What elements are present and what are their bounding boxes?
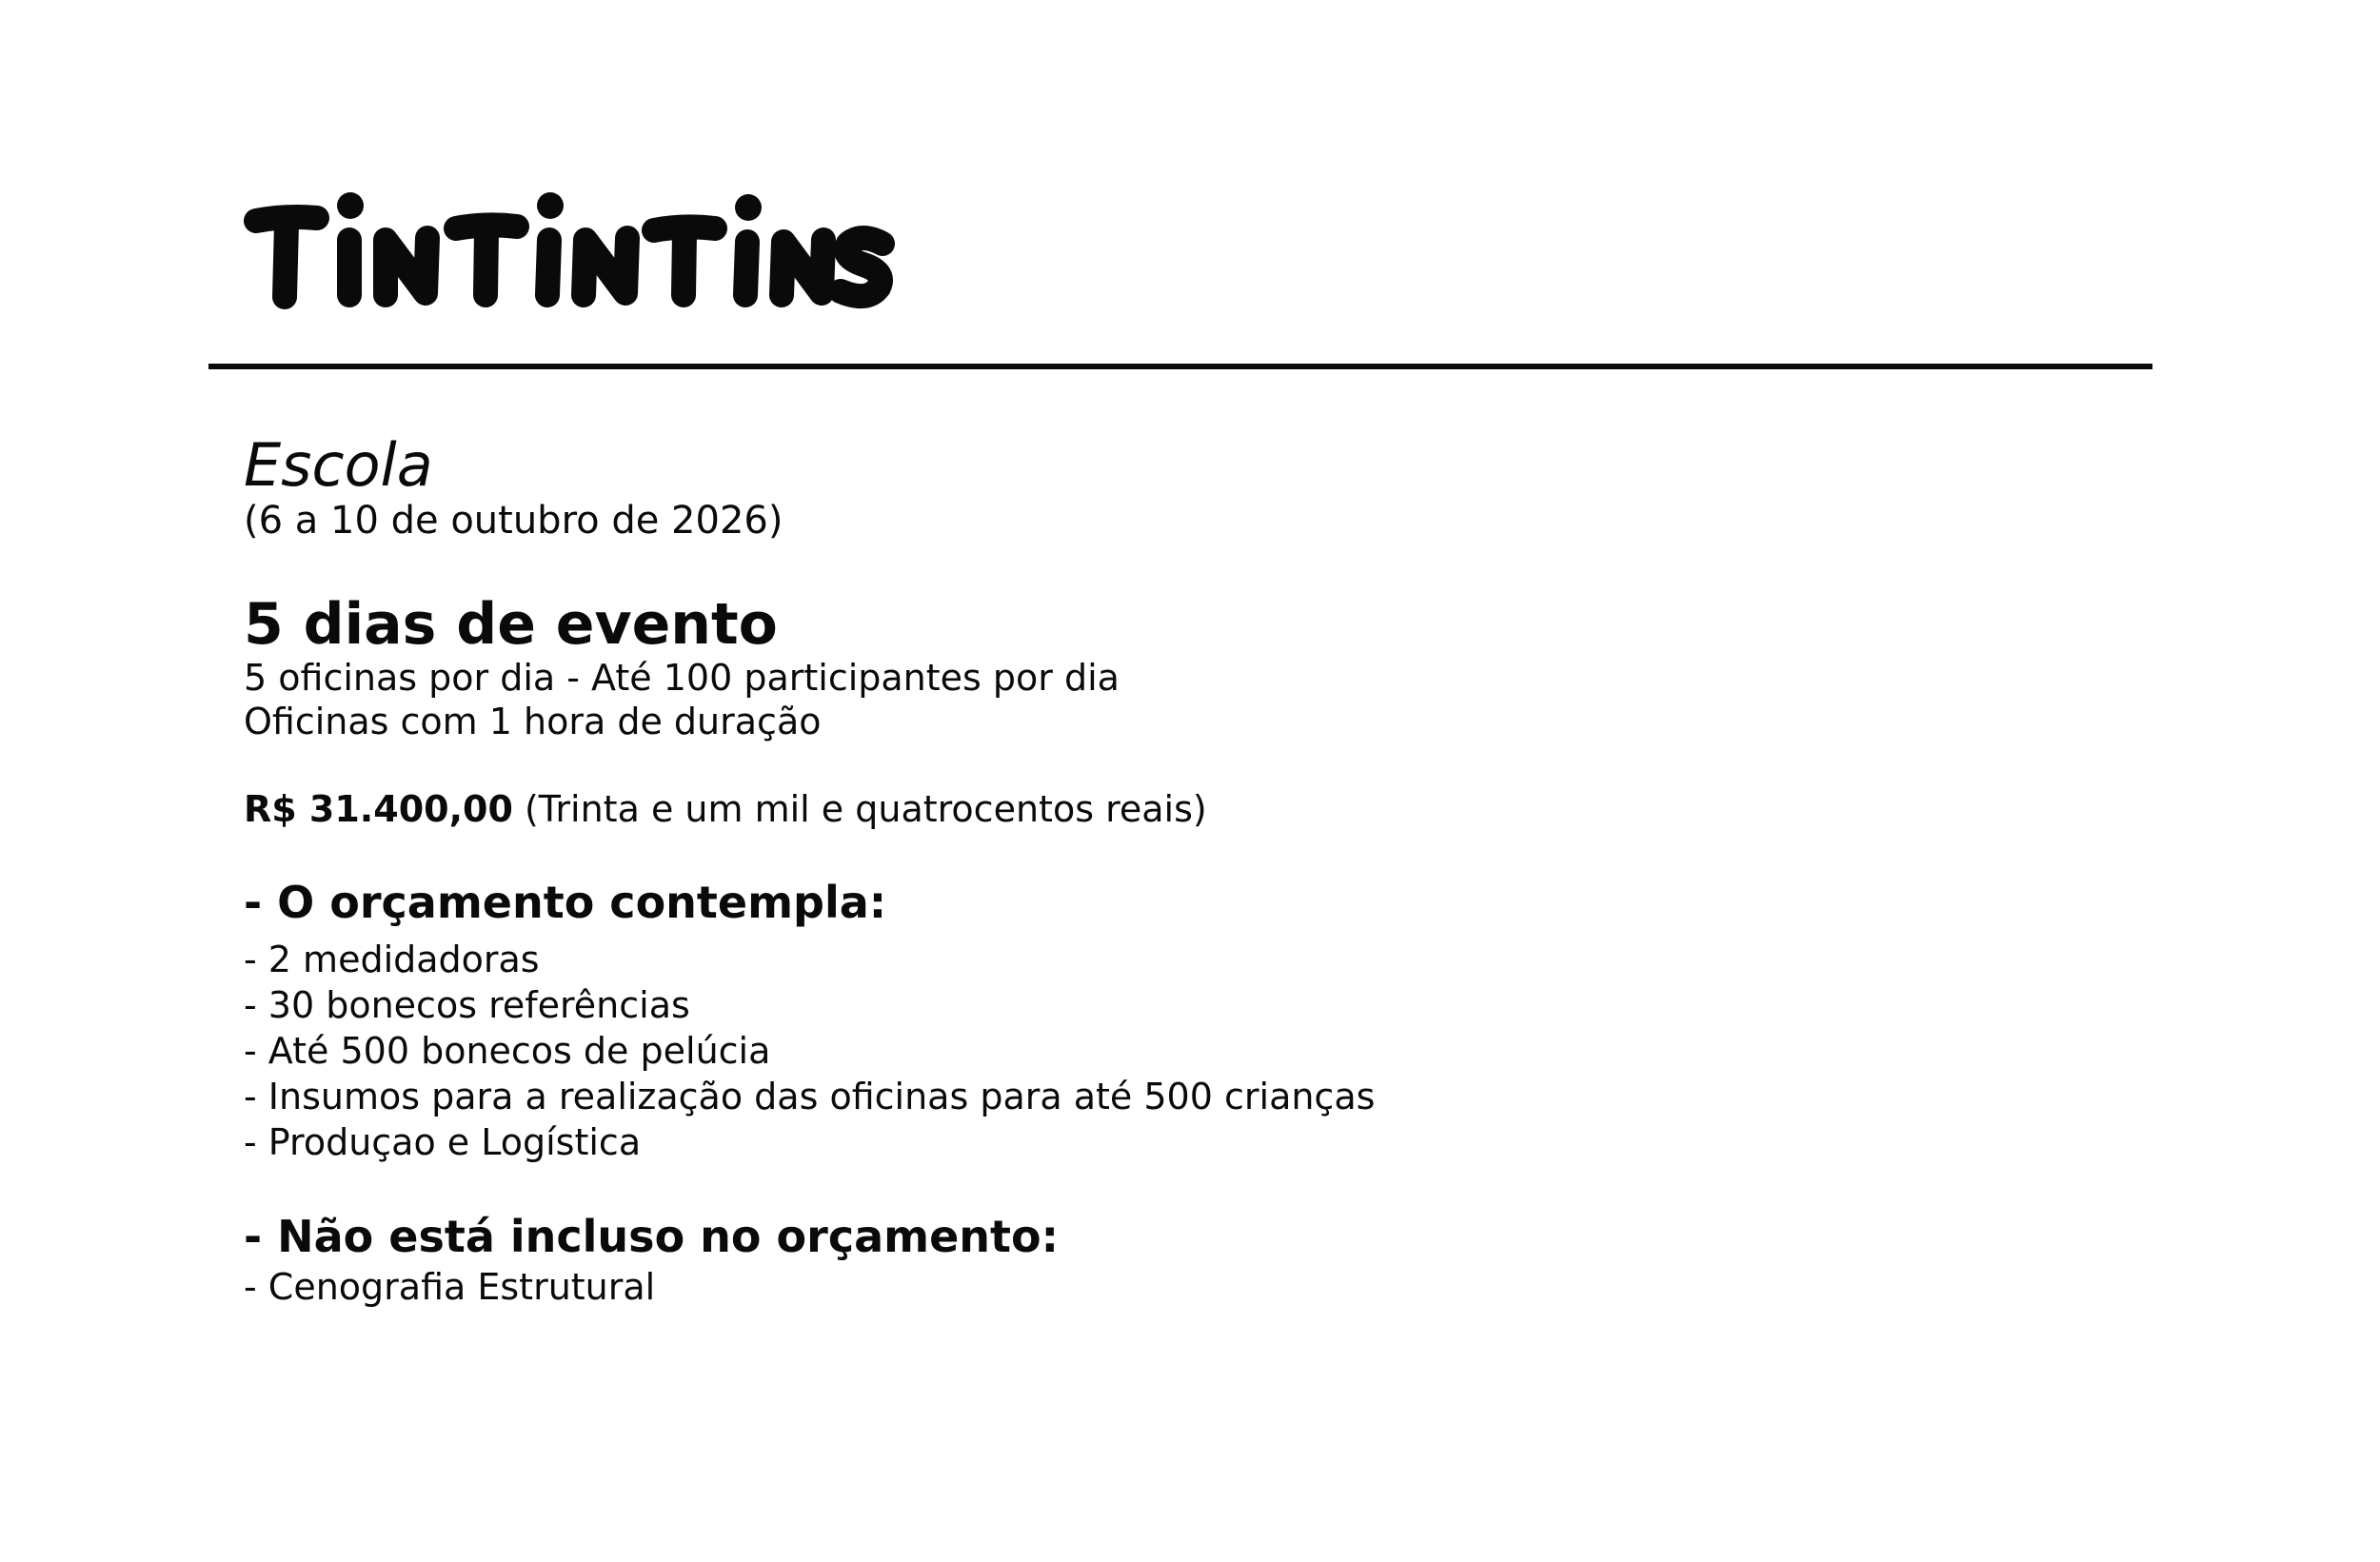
list-item: - 2 medidadoras	[244, 939, 540, 981]
list-item: - Cenografia Estrutural	[244, 1265, 656, 1308]
proposal-content	[244, 430, 2053, 1310]
excluded-heading: - Não está incluso no orçamento:	[244, 1211, 1060, 1263]
tintintins-logo	[243, 183, 900, 311]
list-item: - Insumos para a realização das oficinas para até 500 crianças	[244, 1076, 1376, 1118]
price-amount: R$ 31.400,00	[244, 788, 513, 831]
excluded-list	[244, 1264, 2053, 1310]
list-item: - Produçao e Logística	[244, 1121, 642, 1164]
included-list	[244, 937, 2053, 1165]
list-item: - Até 500 bonecos de pelúcia	[244, 1030, 771, 1073]
workshops-per-day: 5 oficinas por dia - Até 100 participantes por dia	[244, 657, 1120, 700]
event-days-heading: 5 dias de evento	[244, 591, 778, 659]
included-heading: - O orçamento contempla:	[244, 877, 887, 929]
workshop-duration: Oficinas com 1 hora de duração	[244, 701, 822, 743]
list-item: - 30 bonecos referências	[244, 984, 690, 1027]
price-line	[244, 787, 2053, 831]
event-type-heading: Escola	[244, 430, 433, 500]
price-in-words: (Trinta e um mil e quatrocentos reais)	[512, 788, 1207, 831]
event-dates: (6 a 10 de outubro de 2026)	[244, 499, 783, 544]
header-divider	[208, 364, 2152, 369]
